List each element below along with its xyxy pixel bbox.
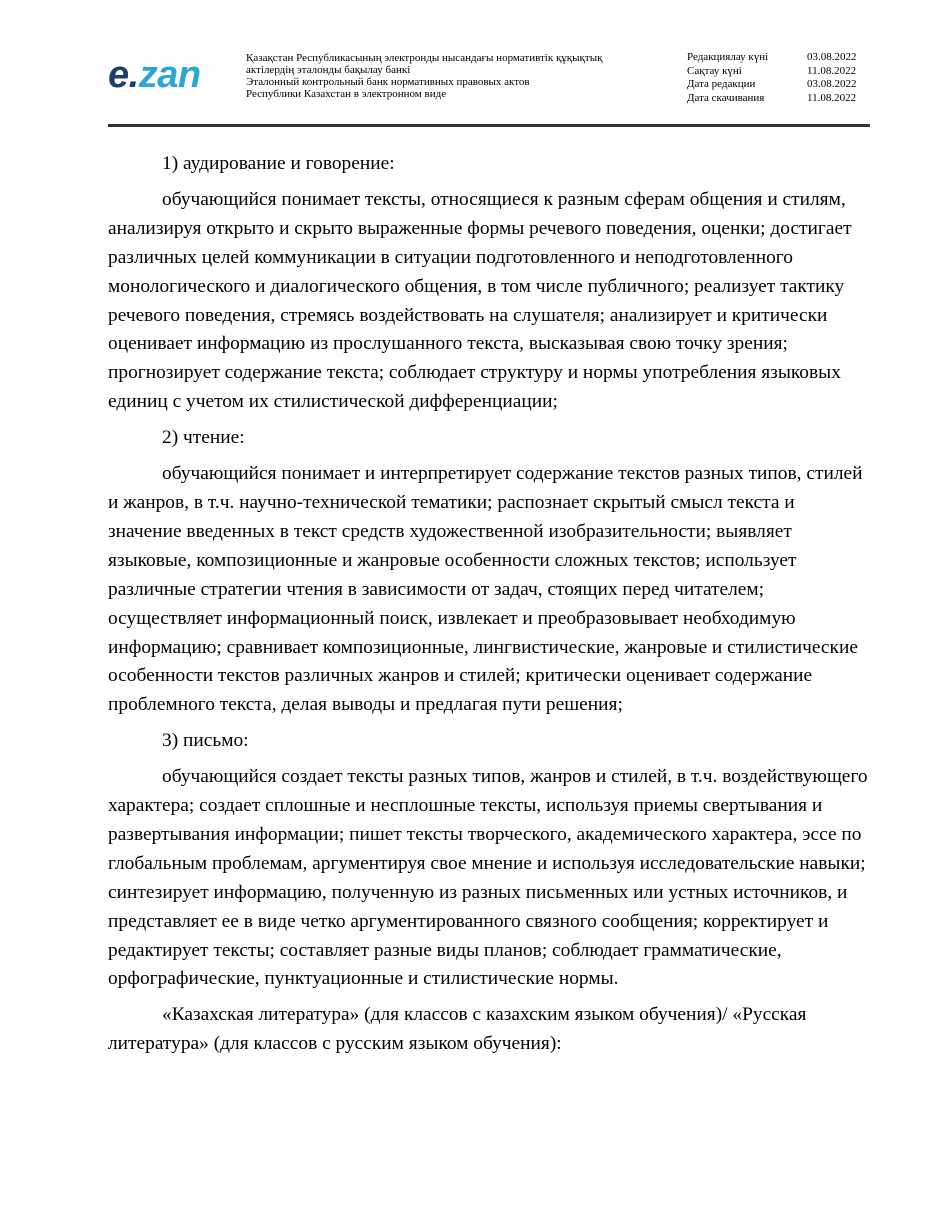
paragraph-literature: «Казахская литература» (для классов с казахским языком обучения)/ «Русская литература» (для классов с русским языком обучения): — [108, 1004, 807, 1055]
bank-title — [246, 52, 666, 100]
date-row-save-kz — [687, 65, 867, 79]
paragraph-reading: обучающийся понимает и интерпретирует содержание текстов разных типов, стилей и жанров, в т.ч. научно-технической тематики; распознает скрытый смысл текста и значение введенных в текст средств художественной изобразительности; выявляет языковые, композиционные и жанровые особенности сложных текстов; использует различные стратегии чтения в зависимости от задач, стоящих перед читателем; осуществляет информационный поиск, извлекает и преобразовывает необходимую информацию; сравнивает композиционные, лингвистические, жанровые и стилистические особенности текстов различных жанров и стилей; критически оценивает содержание проблемного текста, делая выводы и предлагая пути решения; — [108, 463, 863, 716]
list-heading-reading: 2) чтение: — [162, 427, 245, 449]
date-row-edit-ru — [687, 78, 867, 92]
date-label: Дата редакции — [687, 78, 756, 90]
date-value: 11.08.2022 — [807, 91, 857, 104]
paragraph-writing: обучающийся создает тексты разных типов, жанров и стилей, в т.ч. воздействующего характера; создает сплошные и несплошные тексты, используя приемы свертывания и развертывания информации; пишет тексты творческого, академического характера, эссе по глобальным проблемам, аргументируя свое мнение и используя исследовательские навыки; синтезирует информацию, полученную из разных письменных или устных источников, и представляет ее в виде четко аргументированного связного сообщения; корректирует и редактирует тексты; составляет разные виды планов; соблюдает грамматические, орфографические, пунктуационные и стилистические нормы. — [108, 766, 868, 990]
date-value: 11.08.2022 — [807, 64, 857, 77]
logo-e: e — [108, 54, 129, 96]
date-value: 03.08.2022 — [807, 51, 857, 63]
document-dates — [687, 51, 867, 105]
bank-title-line: Республики Казахстан в электронном виде — [246, 88, 447, 100]
ezan-logo[interactable] — [108, 50, 218, 100]
logo-zan: zan — [138, 54, 201, 96]
bank-title-line: Эталонный контрольный банк нормативных правовых актов — [246, 76, 530, 88]
bank-title-line: Қазақстан Республикасының электронды нысандағы нормативтік құқықтық — [246, 52, 603, 64]
date-label: Редакциялау күні — [687, 51, 769, 63]
list-heading-listening: 1) аудирование и говорение: — [162, 153, 395, 174]
logo-dot: . — [128, 54, 139, 96]
date-row-edit-kz — [687, 51, 867, 65]
date-value: 03.08.2022 — [807, 78, 857, 90]
header-divider — [108, 124, 870, 127]
paragraph-listening: обучающийся понимает тексты, относящиеся к разным сферам общения и стилям, анализируя открыто и скрыто выраженные формы речевого поведения, оценки; достигает различных целей коммуникации в ситуации подготовленного и неподготовленного монологического и диалогического общения, в том числе публичного; реализует тактику речевого поведения, стремясь воздействовать на слушателя; анализирует и критически оценивает информацию из прослушанного текста, высказывая свою точку зрения; прогнозирует содержание текста; соблюдает структуру и нормы употребления языковых единиц с учетом их стилистической дифференциации; — [108, 188, 852, 413]
date-row-download-ru — [687, 92, 867, 106]
document-header — [0, 0, 935, 130]
bank-title-line: актілердің эталонды бақылау банкі — [246, 64, 411, 76]
document-body — [108, 150, 868, 1066]
date-label: Дата скачивания — [687, 91, 765, 104]
date-label: Сақтау күні — [687, 64, 742, 77]
list-heading-writing: 3) письмо: — [162, 730, 249, 752]
